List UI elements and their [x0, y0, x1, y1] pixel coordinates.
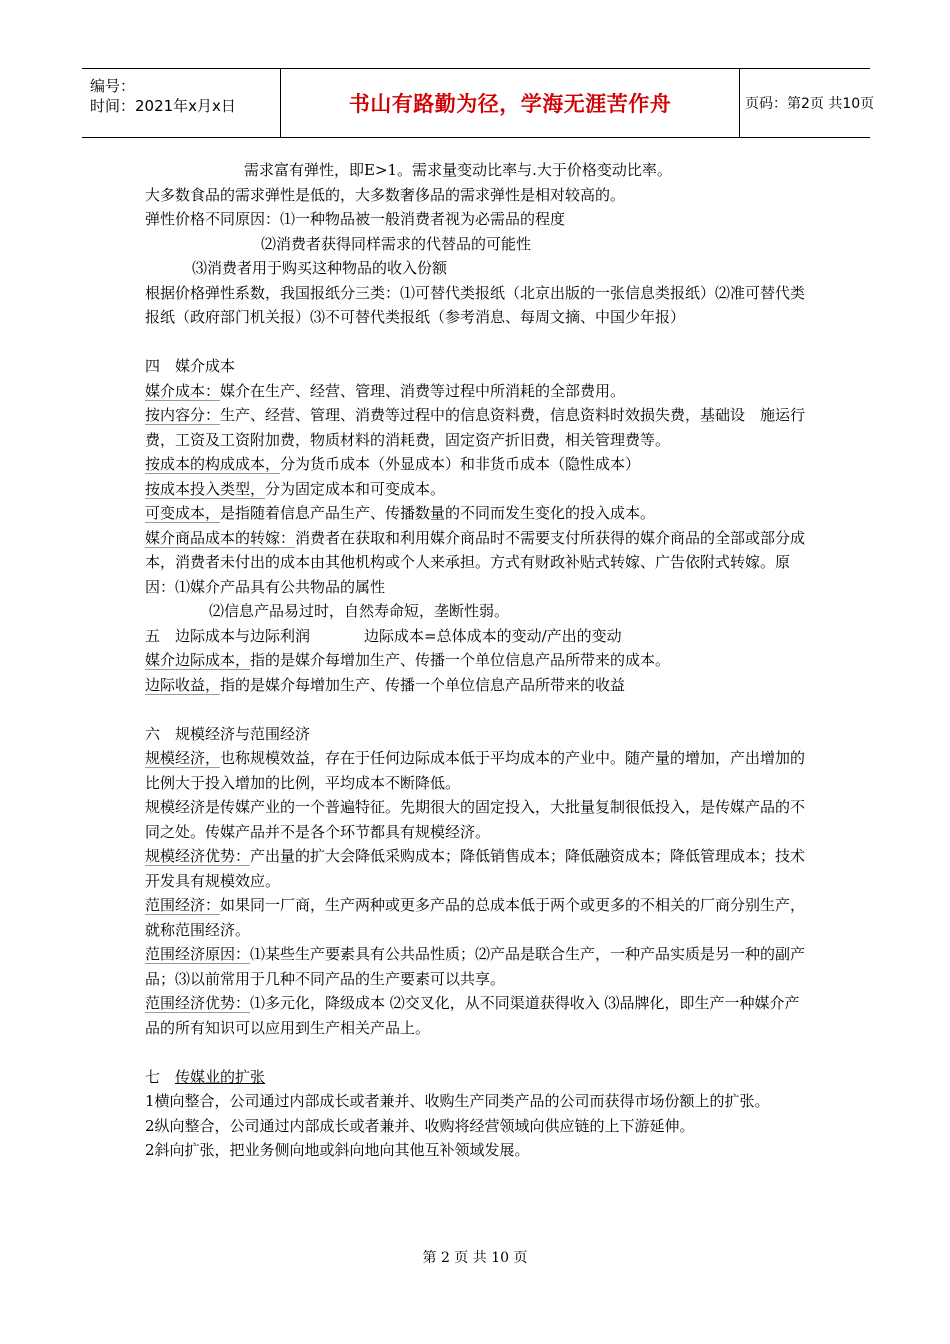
paragraph: 规模经济优势：产出量的扩大会降低采购成本；降低销售成本；降低融资成本；降低管理成本；技术开发具有规模效应。 [145, 847, 806, 890]
term: 范围经济原因： [145, 945, 251, 963]
paragraph: ⑵消费者获得同样需求的代替品的可能性 [261, 234, 532, 253]
paragraph: 规模经济，也称规模效益，存在于任何边际成本低于平均成本的产业中。随产量的增加，产出增加的比例大于投入增加的比例，平均成本不断降低。 [145, 749, 806, 792]
paragraph: 根据价格弹性系数，我国报纸分三类：⑴可替代类报纸（北京出版的一张信息类报纸）⑵准可替代类报纸（政府部门机关报）⑶不可替代类报纸（参考消息、每周文摘、中国少年报） [145, 283, 806, 326]
term: 媒介成本： [145, 381, 221, 400]
term: 范围经济： [145, 896, 221, 914]
section-heading: 七 传媒业的扩张 [145, 1067, 266, 1086]
term: 规模经济优势： [145, 847, 251, 865]
term: 按内容分： [145, 406, 221, 424]
page-header [82, 68, 875, 138]
term: 按成本的构成成本， [145, 455, 281, 473]
header-meta [82, 69, 280, 137]
section-title: 传媒业的扩张 [175, 1067, 266, 1086]
paragraph: 大多数食品的需求弹性是低的，大多数奢侈品的需求弹性是相对较高的。 [145, 185, 626, 204]
paragraph: 规模经济是传媒产业的一个普遍特征。先期很大的固定投入，大批量复制很低投入，是传媒产品的不同之处。传媒产品并不是各个环节都具有规模经济。 [145, 798, 806, 841]
paragraph: 可变成本，是指随着信息产品生产、传播数量的不同而发生变化的投入成本。 [145, 504, 656, 522]
paragraph: 范围经济：如果同一厂商，生产两种或更多产品的总成本低于两个或更多的不相关的厂商分别生产，就称范围经济。 [145, 896, 806, 939]
section-heading: 六 规模经济与范围经济 [145, 724, 311, 743]
header-motto: 书山有路勤为径，学海无涯苦作舟 [348, 92, 672, 116]
paragraph: 范围经济原因：⑴某些生产要素具有公共品性质；⑵产品是联合生产，一种产品实质是另一种的副产品；⑶以前常用于几种不同产品的生产要素可以共享。 [145, 945, 806, 988]
page-footer: 第 2 页 共 10 页 [422, 1250, 528, 1266]
doc-time-label: 时间：2021年x月x日 [90, 97, 236, 115]
formula: 边际成本=总体成本的变动/产出的变动 [364, 626, 622, 645]
paragraph: 媒介成本：媒介在生产、经营、管理、消费等过程中所消耗的全部费用。 [145, 381, 626, 400]
paragraph: ⑵信息产品易过时，自然寿命短，垄断性弱。 [209, 602, 510, 620]
term: 边际收益， [145, 675, 221, 694]
term: 可变成本， [145, 504, 221, 522]
header-page-info: 页码：第2页 共10页 [745, 96, 875, 112]
paragraph: ⑶消费者用于购买这种物品的收入份额 [192, 259, 448, 277]
paragraph: 2纵向整合，公司通过内部成长或者兼并、收购将经营领域向供应链的上下游延伸。 [145, 1116, 695, 1135]
paragraph: 按内容分：生产、经营、管理、消费等过程中的信息资料费，信息资料时效损失费，基础设 施运行费，工资及工资附加费，物质材料的消耗费，固定资产折旧费，相关管理费等。 [145, 406, 806, 449]
header-motto-cell [280, 69, 740, 137]
section-heading: 五 边际成本与边际利润 边际成本=总体成本的变动/产出的变动 [145, 626, 622, 645]
paragraph: 媒介边际成本，指的是媒介每增加生产、传播一个单位信息产品所带来的成本。 [145, 651, 671, 669]
paragraph: 范围经济优势：⑴多元化，降级成本 ⑵交叉化，从不同渠道获得收入 ⑶品牌化，即生产一种媒介产品的所有知识可以应用到生产相关产品上。 [145, 994, 800, 1037]
section-heading: 四 媒介成本 [145, 357, 236, 375]
term: 媒介边际成本， [145, 651, 251, 669]
paragraph: 按成本投入类型，分为固定成本和可变成本。 [145, 479, 446, 498]
paragraph: 1横向整合，公司通过内部成长或者兼并、收购生产同类产品的公司而获得市场份额上的扩张。 [145, 1092, 770, 1110]
document-body [145, 158, 811, 1163]
paragraph: 边际收益，指的是媒介每增加生产、传播一个单位信息产品所带来的收益 [145, 675, 626, 694]
paragraph: 按成本的构成成本，分为货币成本（外显成本）和非货币成本（隐性成本） [145, 455, 641, 473]
term: 媒介商品成本的转嫁： [145, 528, 296, 547]
term: 规模经济， [145, 749, 221, 767]
paragraph: 2斜向扩张，把业务侧向地或斜向地向其他互补领域发展。 [145, 1141, 530, 1159]
doc-number-label: 编号： [90, 77, 136, 95]
term: 范围经济优势： [145, 994, 251, 1012]
term: 按成本投入类型， [145, 479, 266, 498]
paragraph: 需求富有弹性，即E>1。需求量变动比率与.大于价格变动比率。 [244, 161, 672, 179]
paragraph: 弹性价格不同原因：⑴一种物品被一般消费者视为必需品的程度 [145, 210, 566, 228]
paragraph: 媒介商品成本的转嫁：消费者在获取和利用媒介商品时不需要支付所获得的媒介商品的全部或部分成本，消费者未付出的成本由其他机构或个人来承担。方式有财政补贴式转嫁、广告依附式转嫁。原因：⑴媒介产品具有公共物品的属性 [145, 528, 806, 596]
